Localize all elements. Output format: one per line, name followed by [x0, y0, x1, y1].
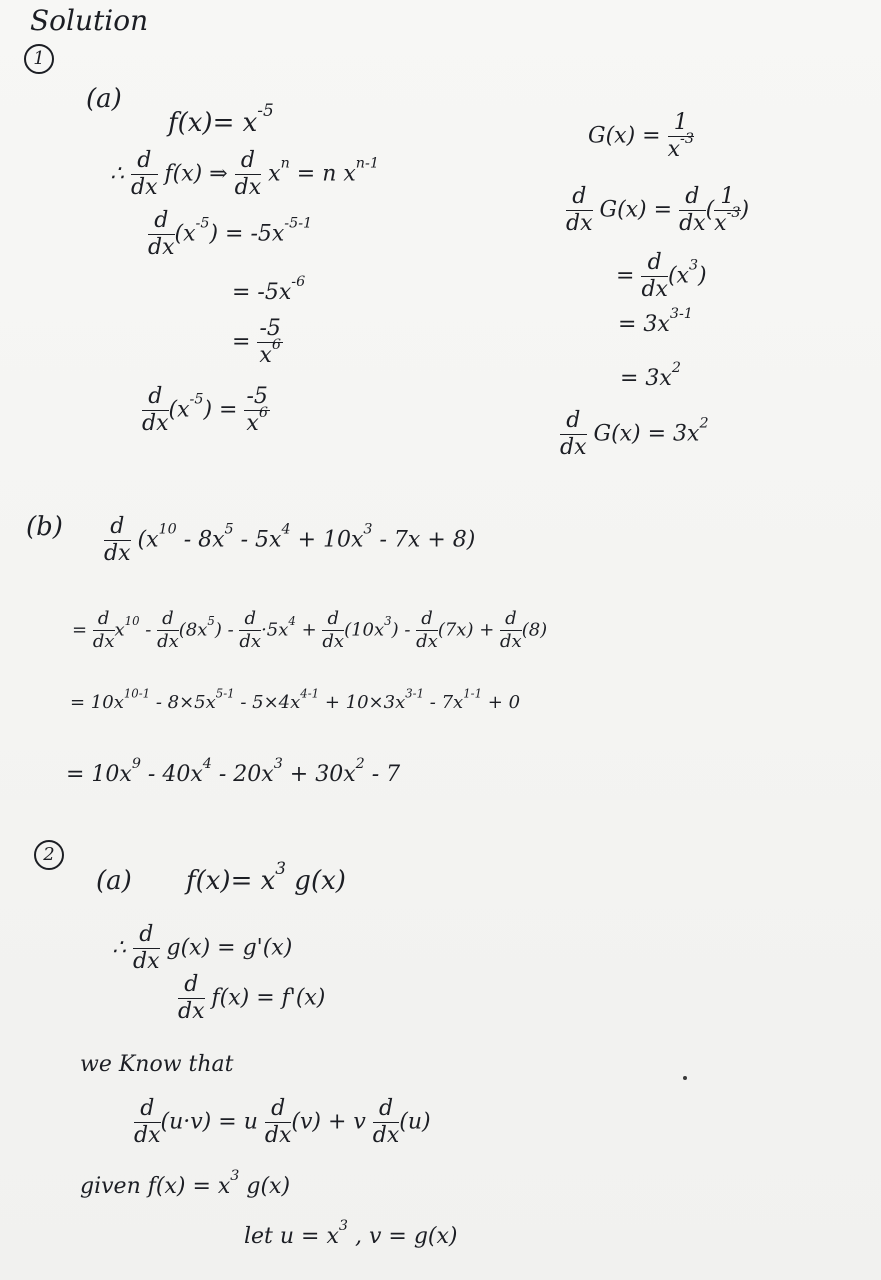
q1b-step-2: = $10x^{10-1} - 8\times 5x^{5-1} - 5\times 4x^{4-1} + 10\times 3x^{3-1} - 7x^{1-1} + 0$ [70, 686, 521, 713]
part-b-label: (b) [26, 512, 63, 542]
g-result: $\frac{d}{dx}$ $G(x) = 3x^2$ [560, 408, 709, 460]
g-derivative-step-1: $\frac{d}{dx}$ G(x) = $\frac{d}{dx}$ ( $\frac{1}{x^{-3}}$ ) [566, 184, 750, 236]
power-rule-line: ∴ $\frac{d}{dx}$ f(x) ⇒ $\frac{d}{dx}$ $x^n = n$ $x^{n-1}$ [110, 148, 379, 200]
q1b-result: = $10x^9 - 40x^4 - 20x^3 + 30x^2 - 7$ [66, 756, 401, 787]
q1b-statement: $\frac{d}{dx}$ $(x^{10} - 8x^5 - 5x^4 + 10x^3 - 7x + 8)$ [104, 514, 476, 566]
q1a-derivative-step-2: = $-5x^{-6}$ [232, 274, 306, 305]
q2a-given-derivative-f: $\frac{d}{dx}$ f(x) = f'(x) [178, 972, 326, 1024]
product-rule: $\frac{d}{dx}$ (u·v) = u $\frac{d}{dx}$ (v) + v $\frac{d}{dx}$ (u) [134, 1096, 431, 1148]
q2a-statement: $f(x)= x^3$ g(x) [186, 857, 346, 896]
q1a-statement: $f(x)= x^{-5}$ [168, 99, 274, 138]
q1b-step-1: = $\frac{d}{dx}$ $x^{10}$ - $\frac{d}{dx}$ $(8x^5)$ - $\frac{d}{dx}$ $\cdot 5x^4$ + $\frac{d}{dx}$ $(10x^3)$ - $\frac{d}{dx}$ (7x) + $\frac{d}{dx}$ (8) [72, 608, 548, 652]
q2-part-a-label: (a) [96, 866, 132, 896]
q1a-derivative-step-1: $\frac{d}{dx}$ $(x^{-5}) = -5x^{-5-1}$ [148, 208, 313, 260]
g-derivative-step-4: = $3x^2$ [620, 360, 681, 391]
q1a-result: $\frac{d}{dx}$ $(x^{-5})$ = $\frac{-5}{x^6}$ [142, 384, 268, 436]
product-rule-intro: we Know that [80, 1052, 234, 1077]
page-title: Solution [30, 4, 149, 37]
question-1-marker: 1 [24, 44, 54, 74]
g-statement: G(x) = $\frac{1}{x^{-3}}$ [588, 110, 694, 162]
g-derivative-step-3: = $3x^{3-1}$ [618, 306, 693, 337]
q2a-substitution-line: let $u = x^3$ , v = g(x) [244, 1218, 458, 1249]
g-derivative-step-2: = $\frac{d}{dx}$ $(x^3)$ [616, 250, 707, 302]
q2a-given-derivative-g: ∴ $\frac{d}{dx}$ g(x) = g'(x) [112, 922, 293, 974]
question-2-marker: 2 [34, 840, 64, 870]
ink-speck [683, 1076, 687, 1080]
q1a-derivative-step-3: = $\frac{-5}{x^6}$ [232, 316, 281, 368]
part-a-label: (a) [86, 84, 122, 114]
q2a-given-line: given $f(x) = x^3$ g(x) [80, 1168, 291, 1199]
